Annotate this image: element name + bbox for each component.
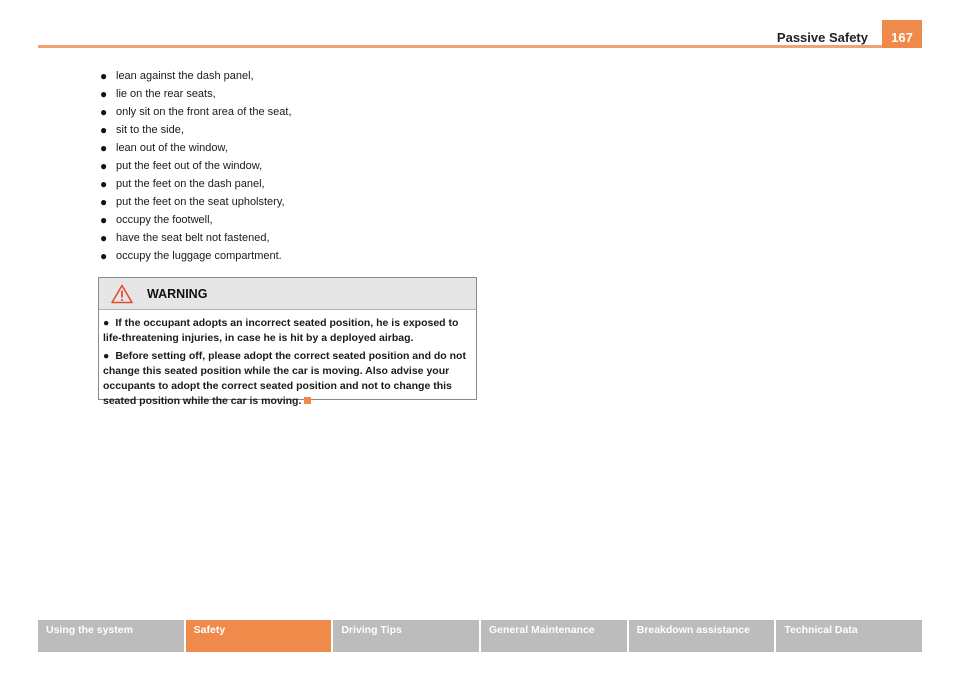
list-item: ● lean against the dash panel, — [100, 69, 254, 83]
warning-triangle-icon — [111, 284, 133, 304]
page-number: 167 — [882, 20, 922, 48]
footer-tab-general-maintenance[interactable]: General Maintenance — [481, 620, 627, 652]
bullet-icon: ● — [100, 105, 108, 119]
warning-box — [98, 277, 477, 407]
bullet-icon: ● — [103, 317, 110, 329]
footer-tab-safety[interactable]: Safety — [186, 620, 332, 652]
end-marker-icon — [304, 397, 311, 404]
list-item: ● put the feet on the seat upholstery, — [100, 195, 285, 209]
list-item: ● only sit on the front area of the seat, — [100, 105, 292, 119]
list-item: ● occupy the footwell, — [100, 213, 213, 227]
bullet-icon: ● — [100, 69, 108, 83]
warning-paragraph: ● Before setting off, please adopt the correct seated position and do not change this seated position while the car is moving. Also advise your occupants to adopt the correct seated position and not to change this seated position while the car is moving. — [103, 350, 466, 407]
list-item: ● lean out of the window, — [100, 141, 228, 155]
bullet-icon: ● — [100, 213, 108, 227]
warning-body — [99, 310, 476, 409]
section-title: Passive Safety — [776, 30, 868, 45]
footer-tab-breakdown-assistance[interactable]: Breakdown assistance — [629, 620, 775, 652]
bullet-icon: ● — [100, 159, 108, 173]
bullet-icon: ● — [100, 195, 108, 209]
header-rule — [38, 45, 922, 48]
bullet-icon: ● — [103, 350, 110, 362]
footer-tab-technical-data[interactable]: Technical Data — [776, 620, 922, 652]
bullet-list — [100, 68, 292, 266]
bullet-icon: ● — [100, 87, 108, 101]
footer-nav — [38, 620, 922, 652]
list-item: ● put the feet on the dash panel, — [100, 177, 265, 191]
list-item: ● occupy the luggage compartment. — [100, 249, 282, 263]
footer-tab-using-the-system[interactable]: Using the system — [38, 620, 184, 652]
list-item: ● have the seat belt not fastened, — [100, 231, 270, 245]
list-item: ● put the feet out of the window, — [100, 159, 263, 173]
bullet-icon: ● — [100, 141, 108, 155]
warning-header — [99, 278, 476, 310]
bullet-icon: ● — [100, 177, 108, 191]
bullet-icon: ● — [100, 249, 108, 263]
bullet-icon: ● — [100, 123, 108, 137]
bullet-icon: ● — [100, 231, 108, 245]
warning-title: WARNING — [147, 286, 208, 301]
list-item: ● sit to the side, — [100, 123, 184, 137]
warning-paragraph: ● If the occupant adopts an incorrect seated position, he is exposed to life-threatening injuries, in case he is hit by a deployed airbag. — [103, 317, 459, 344]
list-item: ● lie on the rear seats, — [100, 87, 216, 101]
footer-tab-driving-tips[interactable]: Driving Tips — [333, 620, 479, 652]
